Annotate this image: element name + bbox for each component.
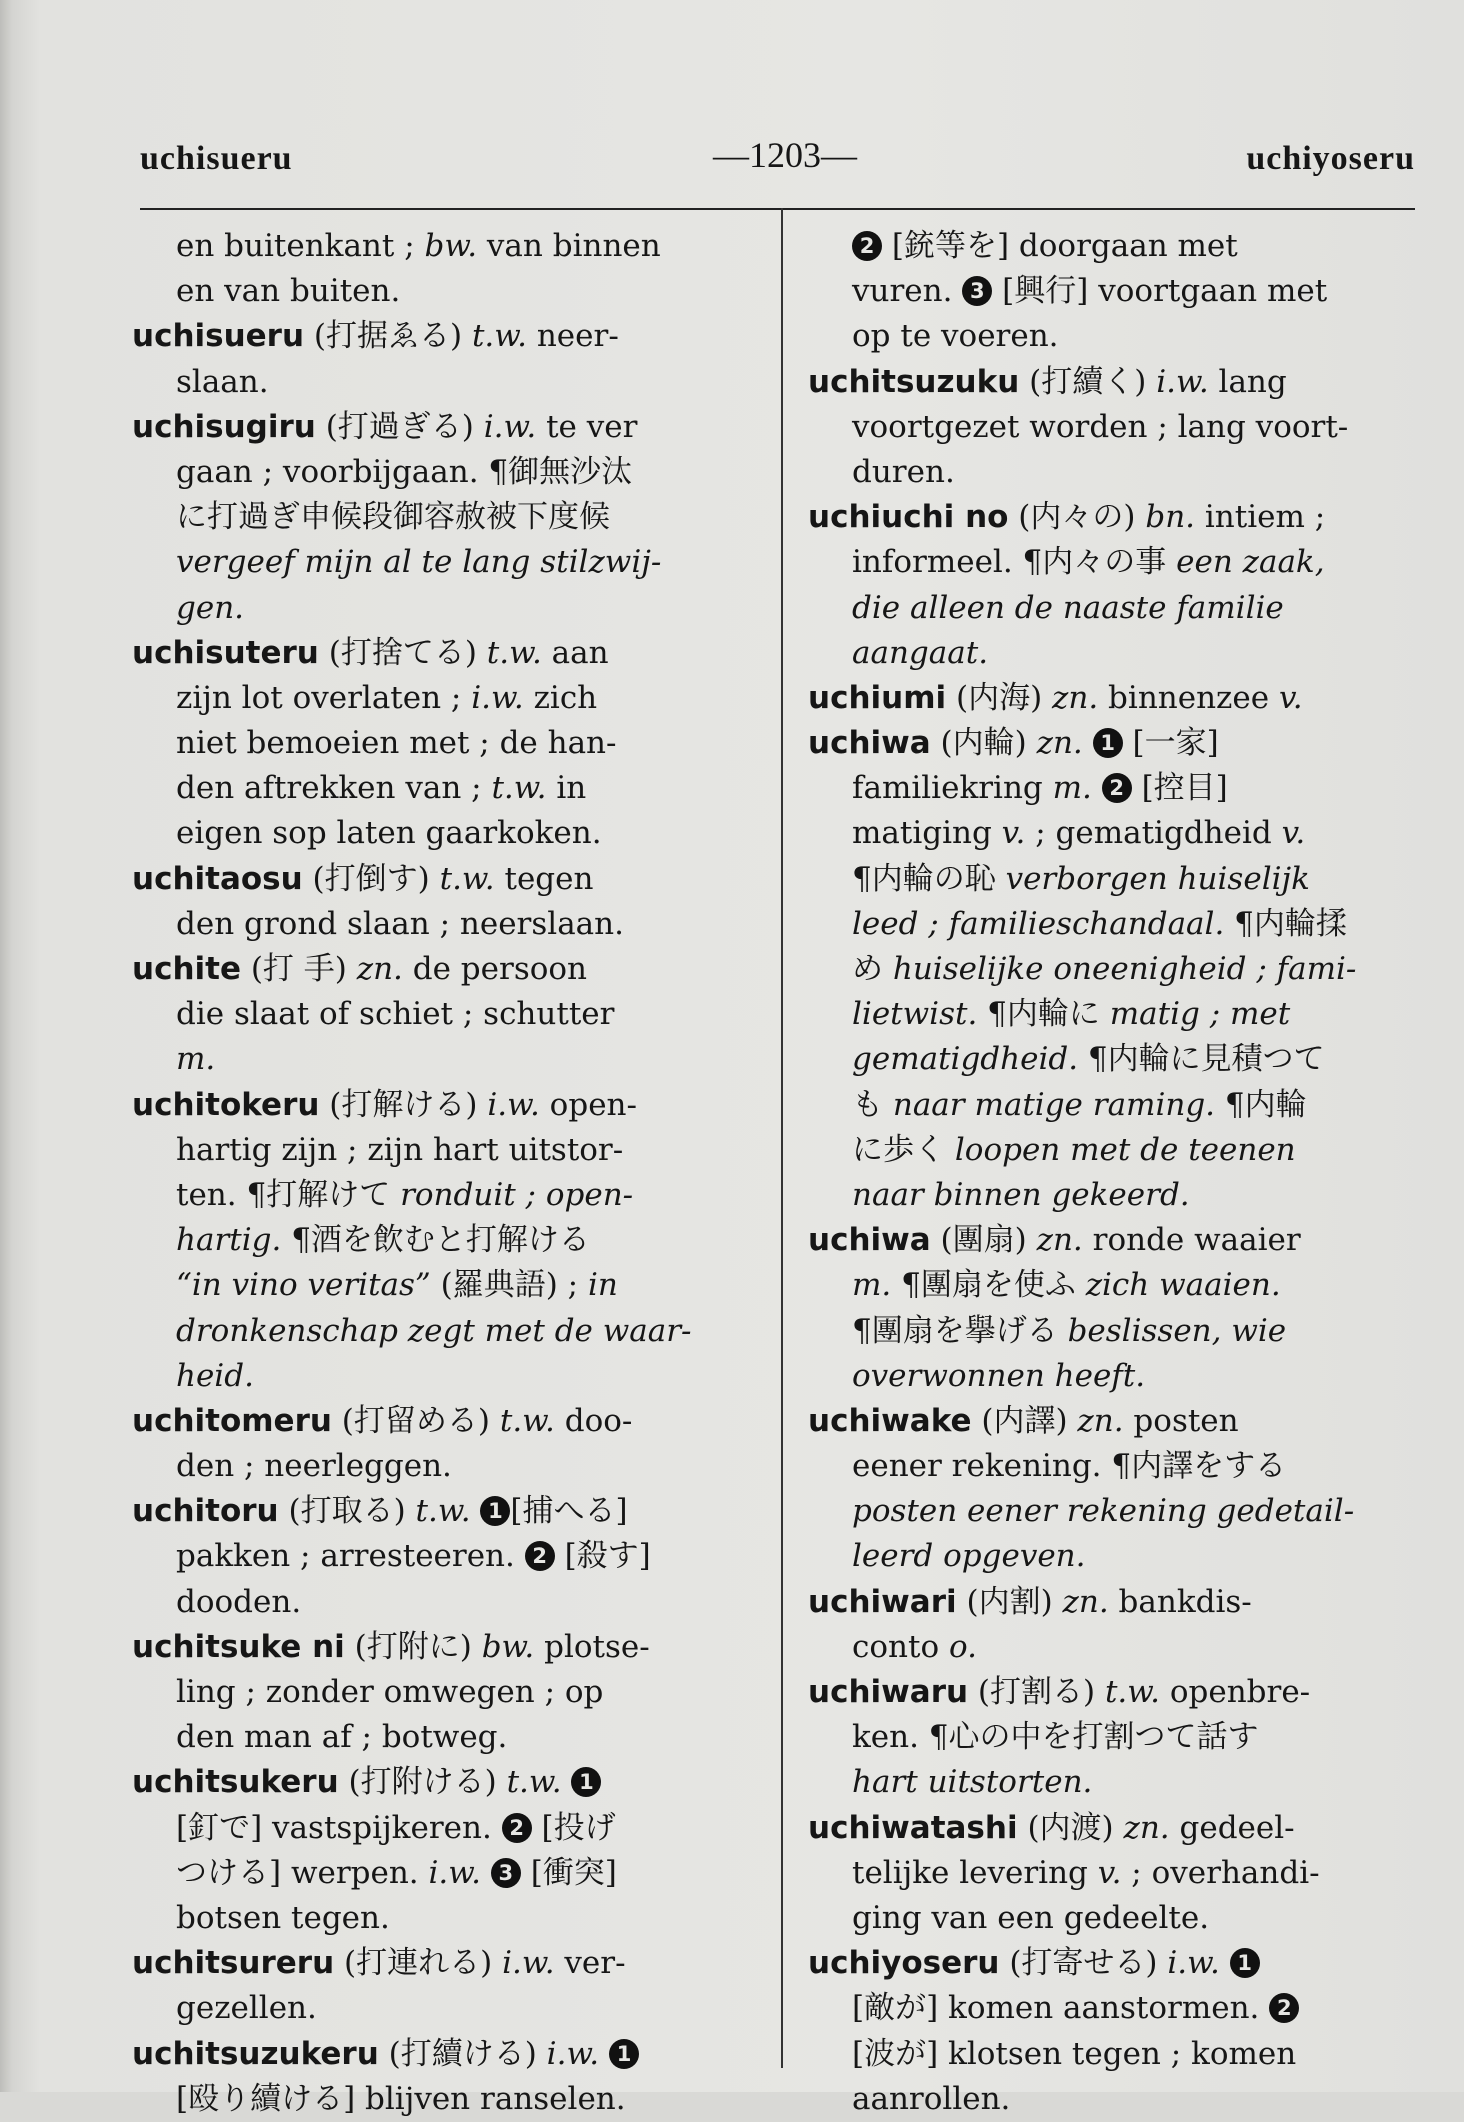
entry-text-line [808,1489,1428,1534]
text-run: van binnen [477,228,661,264]
entry-text-line [132,586,752,631]
entry-text-line [132,1851,752,1896]
text-run: gedeel- [1169,1809,1295,1846]
italic-text: i.w. [483,408,537,445]
text-run: open- [539,1086,637,1123]
italic-text: zn. [1123,1809,1170,1846]
text-run: dooden. [176,1583,302,1620]
entry-text-line [132,1354,752,1399]
headword: uchisuteru [132,634,319,671]
text-run: (内割) [956,1583,1063,1620]
entry-text-line [132,495,752,540]
text-run: ¶内輪に [977,996,1110,1033]
italic-text: t.w. [499,1402,555,1439]
sense-number-badge: 1 [1093,728,1123,758]
entry-headline [808,676,1428,721]
running-header [140,132,1415,188]
text-run: aan [541,634,609,671]
text-run: openbre- [1160,1674,1311,1710]
entry-text-line [132,2077,752,2122]
italic-text: i.w. [487,1086,540,1123]
text-run: familiekring [852,770,1053,807]
entry-text-line [808,1986,1428,2031]
entry-text-line [808,947,1428,992]
text-run: ken. ¶心の中を打割つて話す [852,1719,1259,1756]
entry-text-line [808,1037,1428,1082]
italic-text: i.w. [1156,363,1209,400]
text-run: ¶内輪 [1215,1086,1307,1123]
text-run: plotse- [534,1628,650,1665]
entry-text-line [808,314,1428,359]
headword: uchitokeru [132,1086,320,1123]
entry-headline [132,314,752,359]
entry-text-line [808,902,1428,947]
text-run: ¶内輪の恥 [852,860,1006,897]
headword: uchitsuzukeru [132,2035,379,2072]
text-run: ¶酒を飲むと打解ける [281,1222,590,1259]
entry-text-line [132,1444,752,1489]
entry-text-line [808,1625,1428,1670]
entry-text-line [808,1851,1428,1896]
italic-text: ronduit ; open- [400,1176,634,1213]
text-run: [衝突] [520,1854,617,1891]
headword: uchiwaru [808,1674,969,1710]
text-run: die slaat of schiet ; schutter [176,996,615,1033]
entry-text-line [132,1309,752,1354]
text-run: te ver [536,408,638,445]
italic-text: verborgen huiselijk [1005,860,1310,897]
italic-text: “in vino veritas” [176,1267,431,1304]
text-run: (打解ける) [319,1086,488,1123]
text-run: matiging [852,815,1002,852]
italic-text: beslissen, wie [1067,1312,1287,1349]
entry-text-line [808,811,1428,856]
italic-text: zn. [1036,1222,1083,1259]
italic-text: bw. [424,228,478,264]
entry-text-line [132,1218,752,1263]
italic-text: t.w. [486,634,542,671]
italic-text: hart uitstorten. [852,1764,1093,1801]
italic-text: heid. [176,1357,254,1394]
text-run: (打附に) [344,1628,482,1665]
entry-headline [132,1625,752,1670]
italic-text: in [587,1267,618,1304]
sense-number-badge: 2 [1269,1993,1299,2023]
entry-text-line [808,1083,1428,1128]
text-run: voortgezet worden ; lang voort- [852,408,1349,445]
entry-text-line [808,766,1428,811]
italic-text: i.w. [1167,1945,1220,1982]
entry-text-line [808,857,1428,902]
italic-text: zich waaien. [1085,1267,1281,1304]
italic-text: lietwist. [852,996,978,1033]
text-run: も [852,1086,893,1123]
entry-text-line [808,2077,1428,2122]
italic-text: huiselijke oneenigheid ; fami- [892,951,1357,987]
text-run: pakken ; arresteeren. [176,1538,525,1575]
italic-text: leerd opgeven. [852,1538,1086,1575]
text-run: [殺す] [554,1538,651,1575]
sense-number-badge: 1 [1230,1948,1260,1978]
entry-text-line [132,766,752,811]
entry-text-line [808,992,1428,1037]
text-run: つける] werpen. [176,1854,429,1891]
entry-text-line [132,269,752,314]
entry-headline [808,1941,1428,1986]
italic-text: hartig. [176,1222,282,1259]
italic-text: die alleen de naaste familie [852,589,1284,626]
headword: uchite [132,951,241,987]
text-run: ; gematigdheid [1025,815,1282,852]
italic-text: naar matige raming. [892,1086,1216,1123]
text-run: (打續ける) [378,2035,547,2072]
entry-text-line [132,811,752,856]
italic-text: v. [1278,679,1303,716]
entry-headline [808,1399,1428,1444]
text-run: に打過ぎ申候段御容赦被下度候 [176,499,610,536]
text-run: ¶團扇を擧げる [852,1312,1068,1349]
entry-text-line [808,1263,1428,1308]
entry-text-line [808,450,1428,495]
header-last-entry: uchiyoseru [1246,140,1415,177]
text-run: (打附ける) [338,1764,507,1801]
headword: uchiwari [808,1583,957,1620]
italic-text: zn. [1036,725,1083,762]
text-run: (打連れる) [334,1945,503,1982]
text-run: (内々の) [1008,499,1146,536]
text-run: [投げ [531,1809,616,1846]
text-run: de persoon [402,951,588,987]
sense-number-badge: 3 [962,276,992,306]
italic-text: bw. [481,1628,535,1665]
text-run: (打割る) [968,1674,1105,1710]
entry-text-line [808,1896,1428,1941]
text-run: neer- [526,318,619,355]
entry-headline [808,1806,1428,1851]
italic-text: m. [1052,770,1092,807]
entry-text-line [132,360,752,405]
text-run: (内輪) [930,725,1037,762]
text-run: eener rekening. ¶内譯をする [852,1448,1287,1485]
italic-text: t.w. [415,1493,471,1530]
entry-headline [132,1083,752,1128]
italic-text: v. [1001,815,1026,852]
italic-text: i.w. [502,1945,555,1982]
entry-text-line [808,1534,1428,1579]
text-run: (内譯) [971,1402,1078,1439]
entry-text-line [808,405,1428,450]
column-divider [781,208,783,2068]
italic-text: dronkenschap zegt met de waar- [176,1312,692,1349]
headword: uchisugiru [132,408,316,445]
text-run: [波が] klotsen tegen ; komen [852,2035,1297,2072]
entry-headline [808,721,1428,766]
left-column [132,224,752,2122]
entry-text-line [808,631,1428,676]
entry-headline [132,1760,752,1805]
text-run: den man af ; botweg. [176,1719,508,1756]
italic-text: t.w. [471,318,527,355]
text-run: (内海) [946,679,1053,716]
text-run: ¶内輪に見積つて [1078,1041,1325,1078]
text-run [481,1855,491,1891]
entry-headline [808,1580,1428,1625]
italic-text: gen. [176,589,245,626]
text-run [471,1493,481,1529]
headword: uchiwa [808,725,931,762]
headword: uchitomeru [132,1402,332,1439]
italic-text: zn. [1062,1583,1109,1620]
sense-number-badge: 3 [491,1858,521,1888]
italic-text: bn. [1145,499,1196,536]
sense-number-badge: 1 [609,2039,639,2069]
entry-text-line [132,1896,752,1941]
entry-text-line [808,1760,1428,1805]
sense-number-badge: 1 [480,1496,510,1526]
headword: uchiwa [808,1222,931,1259]
text-run [1092,770,1102,806]
entry-headline [132,1399,752,1444]
text-run: bankdis- [1108,1583,1252,1620]
entry-text-line [132,992,752,1037]
headword: uchiumi [808,679,947,716]
text-run: ronde waaier [1082,1222,1301,1259]
sense-number-badge: 2 [525,1541,555,1571]
entry-headline [132,857,752,902]
text-run: ¶團扇を使ふ [891,1267,1086,1304]
entry-text-line [132,1037,752,1082]
entry-text-line [132,902,752,947]
headword: uchitaosu [132,860,303,897]
text-run: [釘で] vastspijkeren. [176,1809,502,1846]
sense-number-badge: 1 [571,1767,601,1797]
headword: uchiwatashi [808,1809,1018,1846]
italic-text: i.w. [428,1854,481,1891]
entry-text-line [132,721,752,766]
text-run: [殴り續ける] blijven ranselen. [176,2080,626,2117]
text-run: informeel. ¶内々の事 [852,544,1177,581]
entry-headline [808,1218,1428,1263]
text-run: [捕へる] [510,1493,628,1530]
italic-text: vergeef mijn al te lang stilzwij- [176,544,662,581]
text-run: en buitenkant ; [176,228,425,264]
italic-text: o. [948,1628,977,1665]
text-run: [一家] [1122,725,1219,762]
italic-text: i.w. [471,679,524,716]
text-run [1083,725,1093,761]
text-run: duren. [852,453,955,490]
italic-text: gematigdheid. [852,1041,1079,1078]
text-run: conto [852,1628,949,1665]
text-run: zijn lot overlaten ; [176,679,472,716]
italic-text: t.w. [506,1764,562,1801]
text-run: niet bemoeien met ; de han- [176,725,617,762]
headword: uchitsuzuku [808,363,1020,400]
text-run: telijke levering [852,1854,1098,1891]
entry-text-line [808,269,1428,314]
italic-text: t.w. [439,860,495,897]
text-run: (打留める) [331,1402,500,1439]
text-run: op te voeren. [852,318,1059,355]
text-run: [興行] voortgaan met [992,273,1328,310]
entry-text-line [808,540,1428,585]
text-run: vuren. [852,273,963,310]
text-run [599,2036,609,2072]
italic-text: posten eener rekening gedetail- [852,1493,1355,1530]
text-run: (打過ぎる) [315,408,484,445]
text-run: [銃等を] doorgaan met [882,228,1238,264]
text-run: lang [1208,363,1287,400]
entry-text-line [808,586,1428,631]
text-run: gaan ; voorbijgaan. ¶御無沙汰 [176,453,633,490]
entry-text-line [808,224,1428,269]
right-column [808,224,1428,2122]
text-run: intiem ; [1195,499,1326,536]
text-run: (打續く) [1019,363,1157,400]
page-number: —1203— [713,135,857,175]
headword: uchiuchi no [808,499,1009,536]
italic-text: matig ; met [1109,996,1291,1033]
entry-text-line [132,540,752,585]
text-run: binnenzee [1098,679,1279,716]
text-run: hartig zijn ; zijn hart uitstor- [176,1131,624,1168]
italic-text: m. [852,1267,892,1304]
text-run: zich [523,679,598,716]
entry-text-line [132,224,752,269]
sense-number-badge: 2 [852,231,882,261]
text-run: botsen tegen. [176,1899,390,1936]
text-run: ging van een gedeelte. [852,1899,1210,1936]
text-run [1220,1945,1230,1981]
text-run: に歩く [852,1131,955,1168]
entry-headline [132,947,752,992]
entry-text-line [132,1534,752,1579]
entry-text-line [132,1128,752,1173]
italic-text: zn. [356,951,403,987]
entry-headline [132,1941,752,1986]
italic-text: v. [1097,1854,1122,1891]
text-run: (打 手) [240,951,357,987]
sense-number-badge: 2 [1102,773,1132,803]
headword: uchitsukeru [132,1764,339,1801]
italic-text: leed ; familieschandaal. [852,905,1225,942]
headword: uchitsuke ni [132,1628,345,1665]
text-run: (打倒す) [302,860,440,897]
entry-text-line [808,1128,1428,1173]
headword: uchiwake [808,1402,972,1439]
text-run: (羅典語) ; [430,1267,588,1304]
italic-text: t.w. [1104,1674,1160,1710]
text-run: (打捨てる) [318,634,487,671]
text-run: ten. ¶打解けて [176,1176,401,1213]
header-rule [140,208,1415,210]
entry-text-line [132,1263,752,1308]
text-run: (打取る) [278,1493,416,1530]
text-run: ¶内輪揉 [1224,905,1347,942]
entry-text-line [132,1173,752,1218]
italic-text: zn. [1052,679,1099,716]
italic-text: aangaat. [852,634,989,671]
headword: uchitoru [132,1493,279,1530]
italic-text: i.w. [546,2035,600,2072]
text-run: gezellen. [176,1990,317,2027]
italic-text: t.w. [491,770,547,807]
text-run: aanrollen. [852,2080,1011,2117]
italic-text: een zaak, [1176,544,1325,581]
italic-text: naar binnen gekeerd. [852,1176,1190,1213]
text-run: ; overhandi- [1121,1854,1320,1891]
text-run: eigen sop laten gaarkoken. [176,815,602,852]
text-run: en van buiten. [176,273,401,310]
text-run: (打据ゑる) [304,318,472,355]
entry-text-line [132,1715,752,1760]
italic-text: zn. [1077,1402,1124,1439]
text-run: in [546,770,587,807]
text-run: posten [1123,1402,1239,1439]
italic-text: v. [1281,815,1306,852]
header-first-entry: uchisueru [140,140,293,177]
headword: uchitsureru [132,1945,335,1982]
text-run: (打寄せる) [999,1945,1168,1982]
text-run: tegen [494,860,594,897]
entry-text-line [808,1715,1428,1760]
text-run: (團扇) [930,1222,1037,1259]
text-run [562,1764,572,1800]
entry-text-line [132,1580,752,1625]
entry-text-line [132,1670,752,1715]
text-run: slaan. [176,363,269,400]
text-run: doo- [554,1402,633,1439]
entry-text-line [808,1309,1428,1354]
entry-text-line [132,450,752,495]
entry-text-line [808,1173,1428,1218]
entry-text-line [132,1806,752,1851]
text-run: め [852,951,893,987]
headword: uchisueru [132,318,305,355]
text-run: ling ; zonder omwegen ; op [176,1674,604,1710]
entry-text-line [808,2032,1428,2077]
entry-headline [132,1489,752,1534]
entry-headline [132,405,752,450]
headword: uchiyoseru [808,1945,1000,1982]
entry-text-line [132,676,752,721]
text-run: (内渡) [1017,1809,1124,1846]
entry-headline [808,360,1428,405]
entry-text-line [132,1986,752,2031]
text-run: [控目] [1131,770,1228,807]
text-run: ver- [554,1945,626,1982]
text-run: den aftrekken van ; [176,770,492,807]
text-run: den ; neerleggen. [176,1448,452,1485]
italic-text: overwonnen heeft. [852,1357,1146,1394]
entry-text-line [808,1444,1428,1489]
entry-text-line [808,1354,1428,1399]
entry-headline [132,2032,752,2077]
text-run: den grond slaan ; neerslaan. [176,905,624,942]
italic-text: m. [176,1041,216,1078]
entry-headline [132,631,752,676]
entry-headline [808,495,1428,540]
sense-number-badge: 2 [502,1813,532,1843]
entry-headline [808,1670,1428,1715]
italic-text: loopen met de teenen [954,1131,1296,1168]
text-run: [敵が] komen aanstormen. [852,1990,1270,2027]
